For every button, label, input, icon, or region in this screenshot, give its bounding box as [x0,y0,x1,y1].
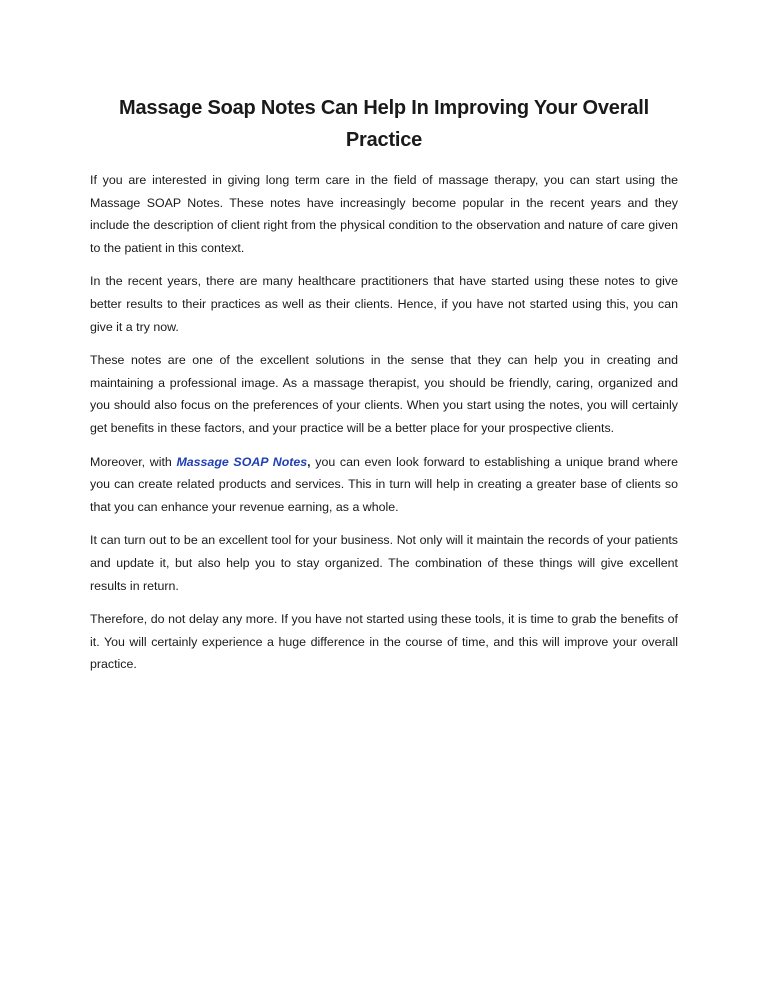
article-body [90,92,678,687]
paragraph-brand-comma: , [307,454,311,469]
massage-soap-notes-link[interactable]: Massage SOAP Notes [176,454,308,469]
paragraph-intro: If you are interested in giving long term care in the field of massage therapy, you can start using the Massage SOAP Notes. These notes have increasingly become popular in the recent years and they include the description of client right from the physical condition to the observation and nature of care given to the patient in this context. [90,173,678,255]
paragraph-business-tool: It can turn out to be an excellent tool for your business. Not only will it maintain the records of your patients and update it, but also help you to stay organized. The combination of these things will give excellent results in return. [90,533,678,593]
paragraph-brand-lead: Moreover, with [90,454,177,469]
paragraph-brand-rest: you can even look forward to establishing a unique brand where you can create related products and services. This in turn will help in creating a greater base of clients so that you can enhance your revenue earning, as a whole. [90,454,678,514]
paragraph-conclusion: Therefore, do not delay any more. If you have not started using these tools, it is time to grab the benefits of it. You will certainly experience a huge difference in the course of time, and this will improve your overall practice. [90,612,678,672]
paragraph-practitioners: In the recent years, there are many healthcare practitioners that have started using these notes to give better results to their practices as well as their clients. Hence, if you have not started using this, you can give it a try now. [90,274,678,334]
page-title: Massage Soap Notes Can Help In Improving Your Overall Practice [119,97,649,151]
paragraph-brand [90,451,678,519]
paragraph-professional-image: These notes are one of the excellent solutions in the sense that they can help you in creating and maintaining a professional image. As a massage therapist, you should be friendly, caring, organized and you should also focus on the preferences of your clients. When you start using the notes, you will certainly get benefits in these factors, and your practice will be a better place for your prospective clients. [90,353,678,435]
